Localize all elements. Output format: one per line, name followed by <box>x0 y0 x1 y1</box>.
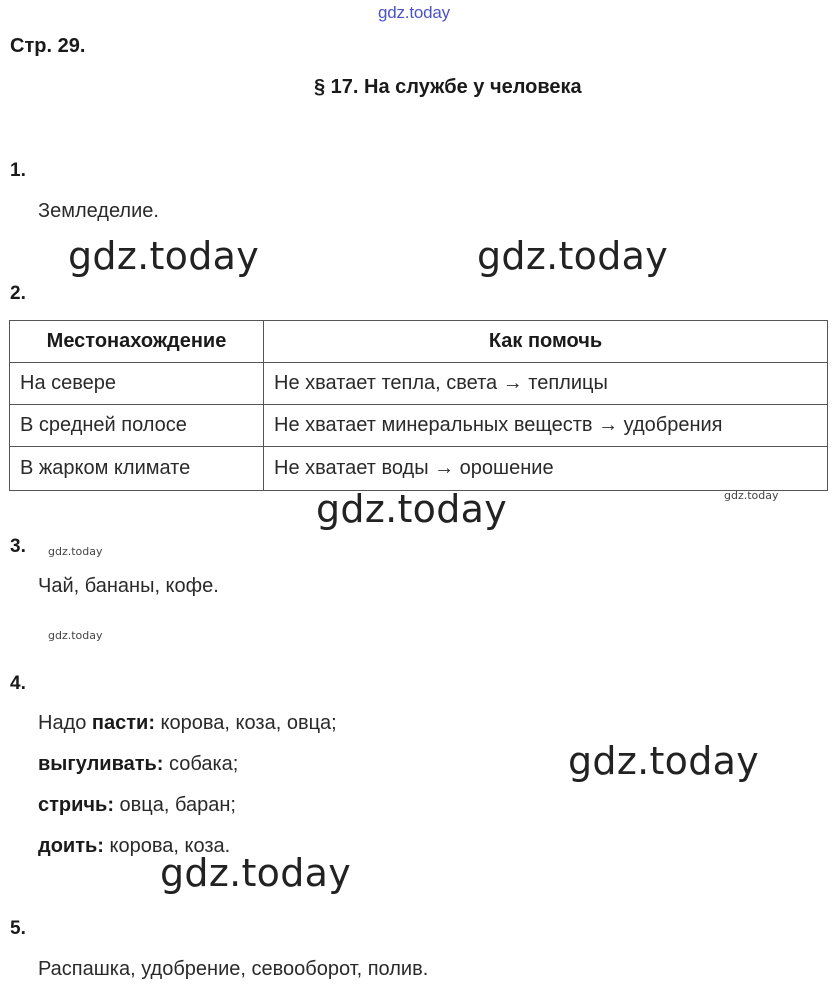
question-5-number: 5. <box>10 918 26 939</box>
watermark-large: gdz.today <box>568 739 760 783</box>
watermark-large: gdz.today <box>68 234 260 278</box>
line-animals: овца, баран; <box>114 794 236 816</box>
line-prefix: Надо <box>38 712 92 734</box>
question-4-line <box>38 794 236 817</box>
line-animals: собака; <box>163 753 239 775</box>
watermark-small: gdz.today <box>48 629 103 642</box>
line-verb: стричь: <box>38 794 114 816</box>
line-animals: корова, коза. <box>103 835 231 857</box>
table-header-row <box>10 321 828 363</box>
table-row <box>10 405 828 447</box>
question-3-answer: Чай, бананы, кофе. <box>38 575 219 597</box>
table-cell-help: Не хватает минеральных веществ → удобрения <box>264 405 828 447</box>
table-cell-help: Не хватает воды → орошение <box>264 447 828 491</box>
question-5-answer: Распашка, удобрение, севооборот, полив. <box>38 958 429 980</box>
question-4-number: 4. <box>10 673 26 694</box>
table-cell-location: На севере <box>10 363 264 405</box>
table-cell-location: В средней полосе <box>10 405 264 447</box>
table-header-help: Как помочь <box>264 321 828 363</box>
watermark-large: gdz.today <box>160 851 352 895</box>
section-title: § 17. На службе у человека <box>314 76 582 98</box>
answer-table <box>9 320 828 491</box>
watermark-small: gdz.today <box>48 545 103 558</box>
table-cell-location: В жарком климате <box>10 447 264 491</box>
line-verb: выгуливать: <box>38 753 164 775</box>
line-verb: пасти: <box>91 712 155 734</box>
table-row <box>10 363 828 405</box>
question-1-number: 1. <box>10 160 26 181</box>
top-watermark: gdz.today <box>378 3 450 22</box>
line-animals: корова, коза, овца; <box>155 712 337 734</box>
watermark-large: gdz.today <box>477 234 669 278</box>
question-4-line <box>38 712 337 735</box>
question-2-number: 2. <box>10 283 26 304</box>
table-row <box>10 447 828 491</box>
page-number-heading: Стр. 29. <box>10 35 86 57</box>
table-header-location: Местонахождение <box>10 321 264 363</box>
line-verb: доить: <box>38 835 104 857</box>
question-3-number: 3. <box>10 536 26 557</box>
watermark-small: gdz.today <box>724 489 779 502</box>
question-1-answer: Земледелие. <box>38 200 159 222</box>
question-4-line <box>38 753 238 776</box>
table-cell-help: Не хватает тепла, света → теплицы <box>264 363 828 405</box>
watermark-large: gdz.today <box>316 487 508 531</box>
